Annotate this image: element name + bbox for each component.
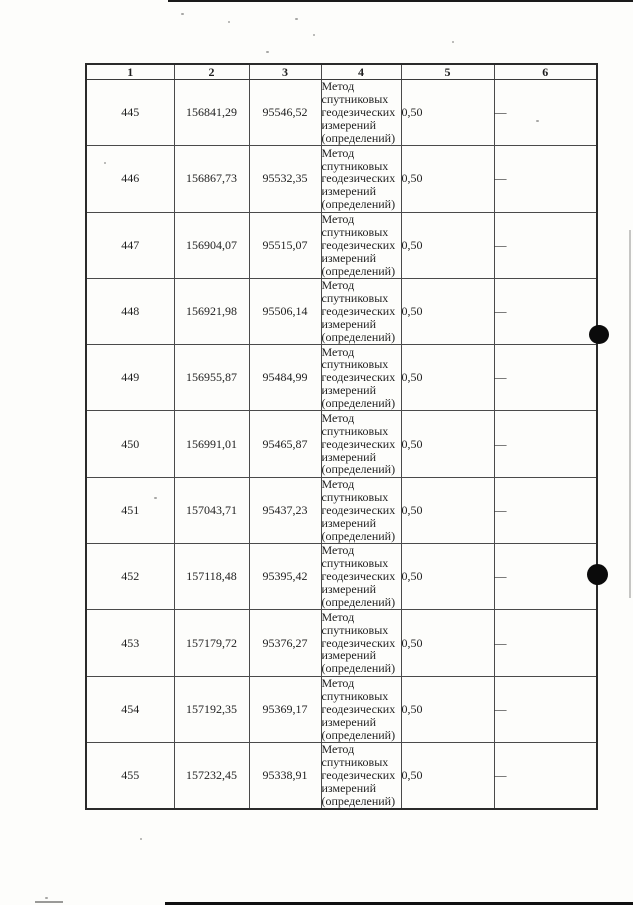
method-cell: Метод спутниковых геодезических измерений (определений) xyxy=(321,477,401,543)
page-edge-shadow xyxy=(629,230,631,598)
table-row xyxy=(86,146,597,212)
x-coordinate-cell: 157179,72 xyxy=(174,610,249,676)
scan-noise-speck xyxy=(266,51,269,53)
y-coordinate-cell: 95369,17 xyxy=(249,676,321,742)
method-cell: Метод спутниковых геодезических измерений (определений) xyxy=(321,544,401,610)
x-coordinate-cell: 157232,45 xyxy=(174,742,249,809)
note-cell: — xyxy=(494,212,597,278)
scan-noise-speck xyxy=(140,838,142,840)
scan-noise-speck xyxy=(154,497,157,499)
x-coordinate-cell: 157043,71 xyxy=(174,477,249,543)
method-cell: Метод спутниковых геодезических измерений (определений) xyxy=(321,411,401,477)
point-number-cell: 448 xyxy=(86,278,174,344)
precision-cell: 0,50 xyxy=(401,146,494,212)
x-coordinate-cell: 157118,48 xyxy=(174,544,249,610)
note-cell: — xyxy=(494,610,597,676)
note-cell: — xyxy=(494,544,597,610)
method-cell: Метод спутниковых геодезических измерений (определений) xyxy=(321,345,401,411)
precision-cell: 0,50 xyxy=(401,742,494,809)
scan-bottom-edge xyxy=(35,901,63,903)
note-cell: — xyxy=(494,80,597,146)
precision-cell: 0,50 xyxy=(401,80,494,146)
x-coordinate-cell: 156921,98 xyxy=(174,278,249,344)
point-number-cell: 449 xyxy=(86,345,174,411)
y-coordinate-cell: 95546,52 xyxy=(249,80,321,146)
note-cell: — xyxy=(494,411,597,477)
x-coordinate-cell: 156955,87 xyxy=(174,345,249,411)
note-cell: — xyxy=(494,676,597,742)
precision-cell: 0,50 xyxy=(401,676,494,742)
table-header-row xyxy=(86,64,597,80)
scan-noise-speck xyxy=(228,21,230,23)
precision-cell: 0,50 xyxy=(401,345,494,411)
y-coordinate-cell: 95506,14 xyxy=(249,278,321,344)
y-coordinate-cell: 95395,42 xyxy=(249,544,321,610)
scan-noise-speck xyxy=(295,18,298,20)
table-row xyxy=(86,212,597,278)
point-number-cell: 454 xyxy=(86,676,174,742)
table-row xyxy=(86,544,597,610)
y-coordinate-cell: 95532,35 xyxy=(249,146,321,212)
table-row xyxy=(86,345,597,411)
method-cell: Метод спутниковых геодезических измерений (определений) xyxy=(321,610,401,676)
table-row xyxy=(86,278,597,344)
method-cell: Метод спутниковых геодезических измерений (определений) xyxy=(321,212,401,278)
point-number-cell: 446 xyxy=(86,146,174,212)
scan-noise-speck xyxy=(536,120,539,122)
precision-cell: 0,50 xyxy=(401,278,494,344)
table-row xyxy=(86,742,597,809)
point-number-cell: 453 xyxy=(86,610,174,676)
precision-cell: 0,50 xyxy=(401,411,494,477)
y-coordinate-cell: 95437,23 xyxy=(249,477,321,543)
scan-artifact-dot xyxy=(589,325,609,344)
precision-cell: 0,50 xyxy=(401,212,494,278)
point-number-cell: 455 xyxy=(86,742,174,809)
x-coordinate-cell: 156867,73 xyxy=(174,146,249,212)
scan-artifact-dot xyxy=(587,564,608,585)
scan-noise-speck xyxy=(313,34,315,36)
scan-noise-speck xyxy=(45,897,48,899)
x-coordinate-cell: 156991,01 xyxy=(174,411,249,477)
method-cell: Метод спутниковых геодезических измерений (определений) xyxy=(321,742,401,809)
scan-top-edge xyxy=(168,0,633,2)
column-header-5: 5 xyxy=(401,64,494,80)
x-coordinate-cell: 156904,07 xyxy=(174,212,249,278)
column-header-3: 3 xyxy=(249,64,321,80)
point-number-cell: 452 xyxy=(86,544,174,610)
scan-noise-speck xyxy=(181,13,184,15)
point-number-cell: 451 xyxy=(86,477,174,543)
precision-cell: 0,50 xyxy=(401,477,494,543)
point-number-cell: 447 xyxy=(86,212,174,278)
y-coordinate-cell: 95515,07 xyxy=(249,212,321,278)
table-row xyxy=(86,610,597,676)
column-header-1: 1 xyxy=(86,64,174,80)
point-number-cell: 450 xyxy=(86,411,174,477)
precision-cell: 0,50 xyxy=(401,544,494,610)
table-row xyxy=(86,477,597,543)
point-number-cell: 445 xyxy=(86,80,174,146)
column-header-6: 6 xyxy=(494,64,597,80)
coordinates-table xyxy=(85,63,598,810)
scan-noise-speck xyxy=(104,162,106,164)
column-header-2: 2 xyxy=(174,64,249,80)
table-row xyxy=(86,676,597,742)
note-cell: — xyxy=(494,742,597,809)
method-cell: Метод спутниковых геодезических измерений (определений) xyxy=(321,278,401,344)
y-coordinate-cell: 95465,87 xyxy=(249,411,321,477)
note-cell: — xyxy=(494,477,597,543)
note-cell: — xyxy=(494,278,597,344)
x-coordinate-cell: 157192,35 xyxy=(174,676,249,742)
table-row xyxy=(86,411,597,477)
table-row xyxy=(86,80,597,146)
note-cell: — xyxy=(494,146,597,212)
method-cell: Метод спутниковых геодезических измерений (определений) xyxy=(321,146,401,212)
note-cell: — xyxy=(494,345,597,411)
precision-cell: 0,50 xyxy=(401,610,494,676)
column-header-4: 4 xyxy=(321,64,401,80)
x-coordinate-cell: 156841,29 xyxy=(174,80,249,146)
y-coordinate-cell: 95484,99 xyxy=(249,345,321,411)
scan-noise-speck xyxy=(452,41,454,43)
method-cell: Метод спутниковых геодезических измерений (определений) xyxy=(321,676,401,742)
y-coordinate-cell: 95338,91 xyxy=(249,742,321,809)
y-coordinate-cell: 95376,27 xyxy=(249,610,321,676)
method-cell: Метод спутниковых геодезических измерений (определений) xyxy=(321,80,401,146)
